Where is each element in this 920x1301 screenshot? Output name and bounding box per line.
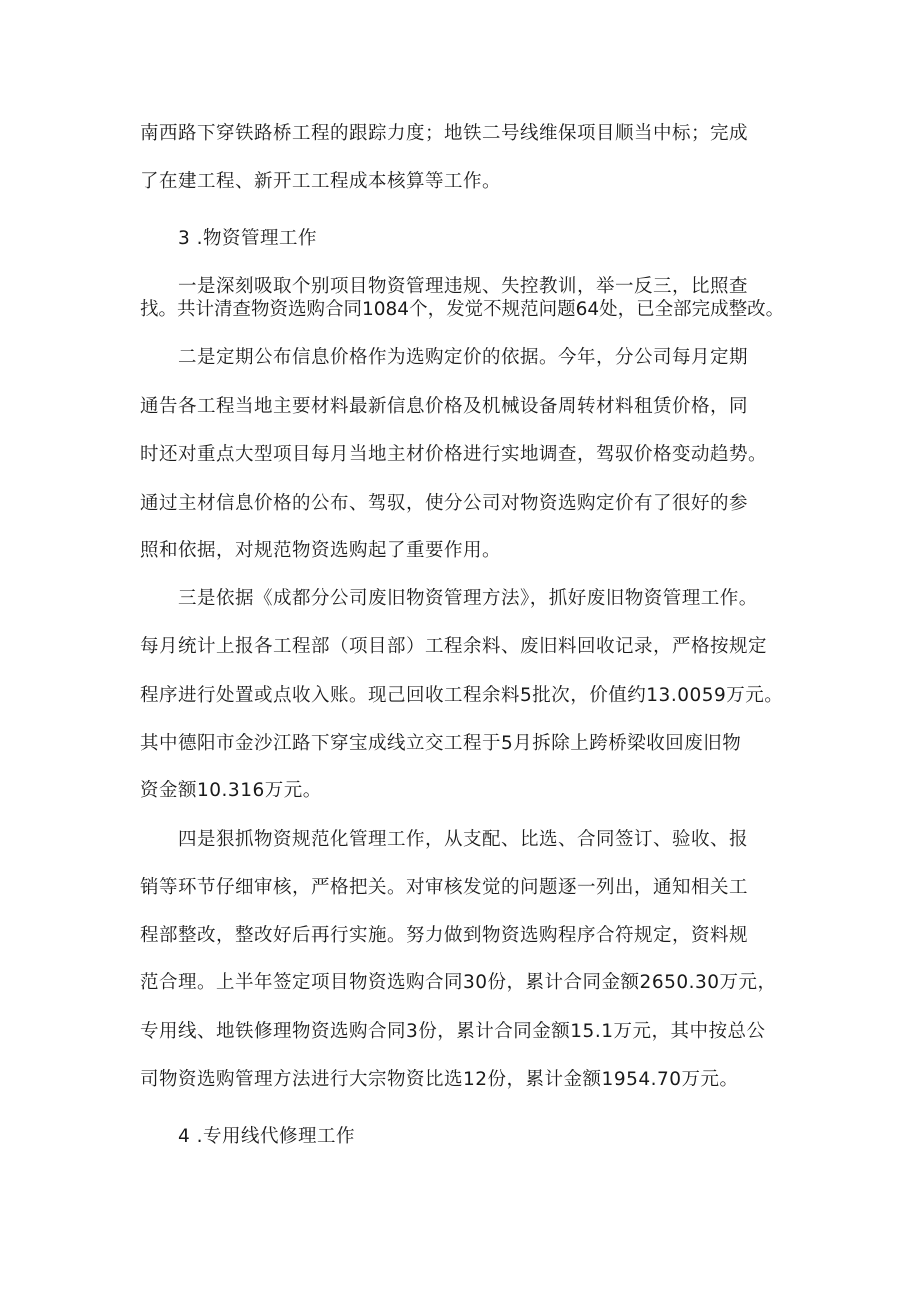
- text-line: 司物资选购管理方法进行大宗物资比选12份，累计金额1954.70万元。: [140, 1069, 739, 1090]
- text-line: 销等环节仔细审核，严格把关。对审核发觉的问题逐一列出，通知相关工: [140, 877, 749, 898]
- section-heading: 3 .物资管理工作: [178, 228, 318, 249]
- paragraph-first-line: 一是深刻吸取个别项目物资管理违规、失控教训，举一反三，比照查: [178, 276, 749, 297]
- text-line: 通告各工程当地主要材料最新信息价格及机械设备周转材料租赁价格，同: [140, 396, 749, 417]
- text-line: 南西路下穿铁路桥工程的跟踪力度；地铁二号线维保项目顺当中标；完成: [140, 123, 749, 144]
- text-line: 范合理。上半年签定项目物资选购合同30份，累计合同金额2650.30万元，: [140, 972, 777, 993]
- text-line: 每月统计上报各工程部（项目部）工程余料、废旧料回收记录，严格按规定: [140, 636, 768, 657]
- text-line: 通过主材信息价格的公布、驾驭，使分公司对物资选购定价有了很好的参: [140, 493, 749, 514]
- paragraph-first-line: 四是狠抓物资规范化管理工作，从支配、比选、合同签订、验收、报: [178, 829, 749, 850]
- text-line: 其中德阳市金沙江路下穿宝成线立交工程于5月拆除上跨桥梁收回废旧物: [140, 733, 742, 754]
- text-line: 时还对重点大型项目每月当地主材价格进行实地调查，驾驭价格变动趋势。: [140, 444, 768, 465]
- paragraph-first-line: 三是依据《成都分公司废旧物资管理方法》，抓好废旧物资管理工作。: [178, 588, 758, 609]
- text-line: 照和依据，对规范物资选购起了重要作用。: [140, 540, 502, 561]
- text-line: 找。共计清查物资选购合同1084个，发觉不规范问题64处，已全部完成整改。: [140, 299, 785, 320]
- text-line: 专用线、地铁修理物资选购合同3份，累计合同金额15.1万元，其中按总公: [140, 1021, 766, 1042]
- text-line: 程序进行处置或点收入账。现己回收工程余料5批次，价值约13.0059万元。: [140, 685, 784, 706]
- section-heading: 4 .专用线代修理工作: [178, 1126, 356, 1147]
- paragraph-first-line: 二是定期公布信息价格作为选购定价的依据。今年，分公司每月定期: [178, 347, 749, 368]
- text-line: 程部整改，整改好后再行实施。努力做到物资选购程序合符规定，资料规: [140, 925, 749, 946]
- text-line: 资金额10.316万元。: [140, 780, 322, 801]
- text-line: 了在建工程、新开工工程成本核算等工作。: [140, 171, 502, 192]
